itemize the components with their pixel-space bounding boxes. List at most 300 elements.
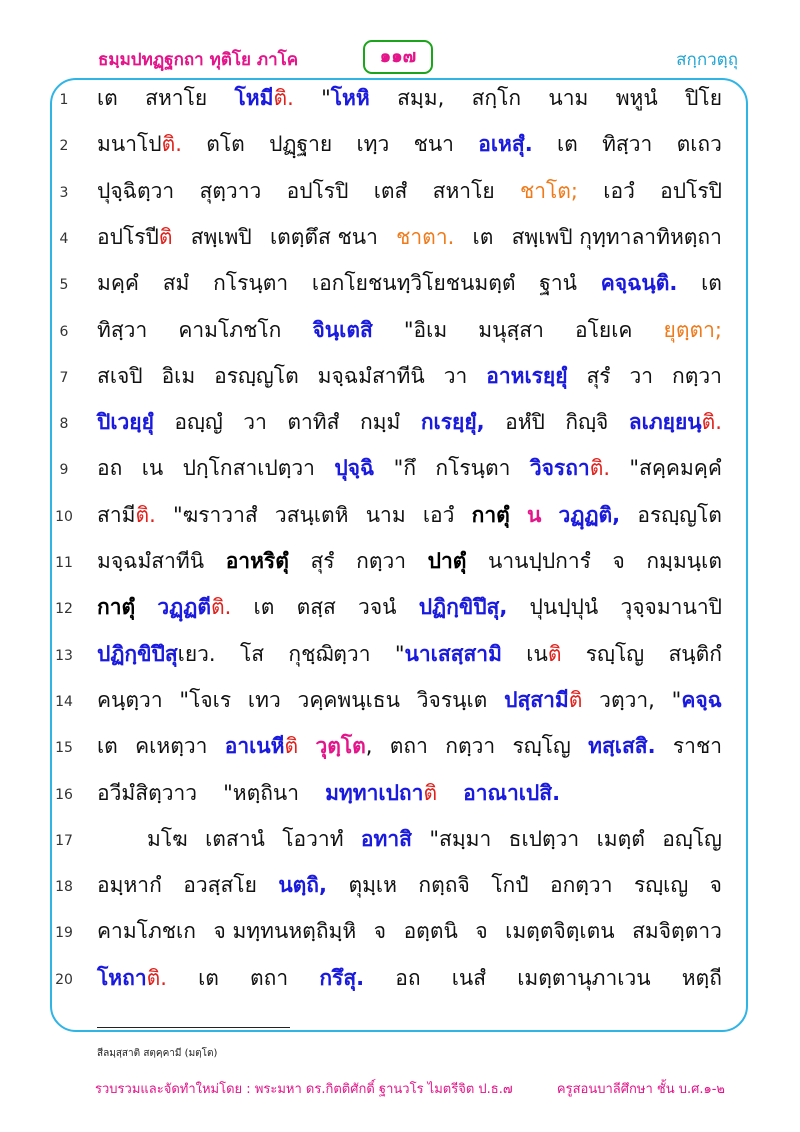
word: [662, 824, 722, 854]
text-segment: ตาทิสํ: [287, 410, 340, 435]
text-segment: จ: [612, 549, 625, 573]
text-segment: เนสํ: [451, 965, 487, 990]
highlighted-segment: ปุจฺฉิ: [334, 456, 375, 481]
word: [145, 83, 207, 113]
highlighted-segment: ติ.: [146, 965, 167, 990]
word: [526, 639, 561, 669]
word: [97, 731, 118, 761]
text-segment: รญฺโญ: [512, 734, 571, 759]
word: [97, 129, 182, 159]
word: [97, 592, 135, 622]
highlighted-segment: น: [527, 502, 542, 527]
text-line: [0, 588, 800, 634]
line-number: 20: [55, 971, 73, 988]
text-segment: ฐานํ: [539, 271, 578, 296]
text-segment: มจฺฉมํสาทีนิ: [317, 363, 425, 388]
word: [390, 731, 428, 761]
highlighted-segment: จินฺเตสิ: [312, 317, 373, 342]
text-segment: เมตฺตจิตฺเตน: [505, 919, 615, 944]
text-line: [0, 635, 800, 681]
text-segment: ตถา: [389, 734, 428, 759]
highlighted-segment: ติ: [547, 641, 562, 666]
word: [586, 639, 644, 669]
text-segment: คนฺตฺวา: [97, 687, 163, 712]
word: [668, 639, 722, 669]
word: [310, 546, 334, 576]
text-segment: อรญฺญโต: [214, 363, 299, 388]
word: [240, 639, 264, 669]
word: [321, 83, 370, 113]
text-segment: จ: [373, 919, 387, 944]
word: [395, 639, 502, 669]
text-segment: นาม: [365, 502, 406, 527]
text-line: [0, 820, 800, 866]
text-segment: สุรํ: [586, 363, 611, 388]
highlighted-segment: ติ: [158, 224, 173, 249]
highlighted-segment: ปฏิกฺขิปึสุ,: [418, 595, 508, 620]
word: [616, 83, 658, 113]
word: [672, 361, 722, 391]
word: [297, 592, 336, 622]
line-number: 4: [59, 230, 69, 247]
word: [530, 453, 610, 483]
word: [226, 546, 289, 576]
highlighted-segment: ติ.: [211, 595, 232, 620]
page-footer: [95, 1078, 725, 1099]
highlighted-segment: อาเนหี: [224, 734, 285, 759]
highlighted-segment: นาเสสฺสามิ: [404, 641, 502, 666]
line-number: 13: [55, 647, 73, 664]
word: [374, 176, 408, 206]
word: [97, 916, 196, 946]
word: [288, 639, 370, 669]
text-segment: อญฺโญ: [662, 826, 722, 851]
word: [214, 361, 299, 391]
text-segment: วา: [243, 410, 267, 435]
text-segment: รญฺเญ: [633, 873, 689, 898]
highlighted-segment: วิจรถา: [529, 456, 590, 481]
word: [530, 592, 599, 622]
word: [417, 685, 488, 715]
line-number: 18: [55, 879, 73, 896]
line-number: 1: [59, 92, 69, 108]
text-segment: กตฺวา: [445, 734, 496, 759]
word: [435, 453, 510, 483]
word: [248, 685, 281, 715]
text-segment: คามโภชโก: [178, 317, 282, 342]
line-number: 11: [55, 555, 73, 571]
text-segment: กุชฺฌิตฺวา: [288, 641, 371, 666]
word: [433, 176, 495, 206]
text-segment: จ มทฺทนหตฺถิมฺหิ: [213, 919, 357, 944]
highlighted-segment: ติ.: [135, 502, 156, 527]
text-segment: สามี: [97, 502, 136, 527]
line-text: [97, 685, 722, 715]
word: [147, 824, 188, 854]
word: [374, 916, 386, 946]
text-segment: อตฺตนิ: [403, 919, 458, 944]
text-line: [0, 449, 800, 495]
footnote-divider: [97, 1027, 290, 1028]
text-segment: อโยเค: [575, 317, 633, 342]
word: [243, 407, 267, 437]
text-segment: วา: [443, 363, 468, 388]
highlighted-segment: อาณาเปสิ.: [463, 780, 561, 805]
footer-course: ครูสอนบาลีศึกษา ชั้น บ.ศ.๑-๒: [556, 1082, 725, 1097]
word: [287, 407, 339, 437]
text-segment: เน: [141, 456, 164, 481]
text-segment: "อิเม: [403, 317, 448, 342]
highlighted-segment: วุตฺโต: [315, 734, 366, 759]
word: [275, 500, 349, 530]
text-segment: ทิสฺวา: [97, 317, 148, 342]
text-segment: เต: [97, 734, 118, 759]
word: [225, 731, 298, 761]
highlighted-segment: กรึสุ.: [319, 965, 365, 990]
text-segment: เน: [526, 641, 548, 666]
text-segment: เตสํ: [373, 178, 408, 203]
word: [97, 361, 143, 391]
text-segment: ปกฺโกสาเปตฺวา: [182, 456, 315, 481]
highlighted-segment: ติ: [284, 734, 299, 759]
text-segment: วตฺวา,: [599, 687, 655, 712]
word: [550, 870, 613, 900]
word: [444, 361, 468, 391]
text-segment: อหํปิ: [505, 410, 545, 435]
text-line: [0, 959, 800, 1005]
text-segment: ตสฺส: [296, 595, 336, 620]
line-text: [97, 639, 722, 669]
word: [685, 83, 722, 113]
word: [361, 824, 412, 854]
word: [278, 870, 327, 900]
text-line: [0, 774, 800, 820]
highlighted-segment: โหถา: [97, 965, 147, 990]
text-segment: สุรํ: [310, 549, 335, 573]
word: [394, 453, 416, 483]
text-line: [0, 264, 800, 310]
word: [97, 407, 154, 437]
highlighted-segment: ติ.: [161, 132, 182, 157]
text-segment: อรญฺญโต: [637, 502, 722, 527]
text-line: [0, 172, 800, 218]
text-segment: เต: [198, 965, 219, 990]
text-segment: ": [671, 687, 682, 712]
highlighted-segment: ปฏิกฺขิปึสุ: [97, 641, 178, 666]
line-text: [97, 731, 722, 761]
word: [527, 500, 541, 530]
highlighted-segment: มทฺทาเปถา: [325, 780, 424, 805]
word: [539, 268, 577, 298]
highlighted-segment: ลเภยฺยนฺ: [628, 410, 702, 435]
text-segment: กโรนฺตา: [435, 456, 511, 481]
text-segment: กโรนฺตา: [213, 271, 289, 296]
line-text: [97, 778, 722, 808]
text-line: [0, 218, 800, 264]
word: [620, 592, 722, 622]
line-text: [97, 361, 722, 391]
word: [512, 222, 722, 252]
text-segment: จ: [475, 919, 488, 944]
word: [701, 268, 722, 298]
word: [601, 268, 678, 298]
line-number: 7: [59, 369, 69, 386]
word: [162, 361, 196, 391]
text-segment: กตฺวา: [672, 363, 722, 388]
text-line: [0, 496, 800, 542]
text-line: [0, 357, 800, 403]
text-segment: มนาโป: [97, 132, 162, 157]
page-number-badge: ๑๑๗: [363, 40, 433, 74]
word: [505, 916, 614, 946]
text-segment: อิเม: [161, 363, 196, 388]
word: [198, 963, 219, 993]
text-segment: วา: [629, 363, 654, 388]
text-segment: อวีมํสิตฺวาว: [97, 780, 198, 805]
text-segment: กมฺมนฺเต: [646, 549, 722, 573]
text-line: [0, 912, 800, 958]
highlighted-segment: อาหเรยฺยุํ: [486, 363, 568, 388]
text-segment: กมฺมํ: [359, 410, 401, 435]
text-segment: ตโต: [206, 132, 245, 157]
text-segment: ทิสฺวา: [602, 132, 653, 157]
highlighted-segment: คจฺฉ: [681, 687, 722, 712]
footer-compiler: รวบรวมและจัดทำใหม่โดย : พระมหา ดร.กิตติศักดิ์ ฐานวโร ไมตรีจิต ป.ธ.๗: [95, 1082, 513, 1097]
word: [429, 824, 491, 854]
highlighted-segment: กาตุํ: [97, 595, 136, 620]
text-segment: ตุมฺเห: [348, 873, 397, 898]
word: [97, 870, 162, 900]
word: [183, 453, 315, 483]
page-header: [0, 40, 800, 80]
book-title: ธมฺมปทฏฺฐกถา ทุติโย ภาโค: [98, 50, 299, 70]
word: [423, 500, 455, 530]
text-line: [0, 125, 800, 171]
word: [472, 83, 522, 113]
text-segment: "ฆราวาสํ: [172, 502, 258, 527]
highlighted-segment: ยุตฺตา;: [663, 317, 722, 342]
word: [597, 824, 645, 854]
line-text: [97, 870, 722, 900]
line-number: 6: [59, 323, 69, 340]
text-segment: เต: [472, 224, 494, 249]
text-segment: วุจฺจมานาปิ: [620, 595, 722, 620]
word: [548, 83, 588, 113]
line-number: 3: [59, 184, 69, 201]
text-segment: อปโรปี: [97, 224, 159, 249]
word: [173, 500, 258, 530]
word: [269, 129, 332, 159]
word: [315, 731, 372, 761]
line-text: [97, 222, 722, 252]
line-number: 5: [59, 277, 69, 294]
word: [235, 83, 294, 113]
word: [97, 546, 204, 576]
line-number: 12: [55, 601, 73, 618]
line-text: [97, 129, 722, 159]
word: [559, 500, 621, 530]
line-number: 16: [55, 786, 73, 803]
word: [213, 268, 288, 298]
text-segment: โส: [239, 641, 265, 666]
highlighted-segment: กาตุํ: [471, 502, 510, 527]
word: [637, 500, 722, 530]
word: [472, 500, 510, 530]
text-segment: วคฺคพนฺเธน: [297, 687, 400, 712]
word: [629, 361, 653, 391]
line-number: 9: [59, 462, 69, 479]
word: [298, 685, 400, 715]
text-segment: อปโรปิ: [286, 178, 349, 203]
word: [664, 315, 722, 345]
text-line: [0, 681, 800, 727]
word: [710, 870, 722, 900]
word: [325, 778, 437, 808]
highlighted-segment: ติ.: [701, 410, 722, 435]
line-number: 19: [55, 925, 73, 942]
word: [486, 361, 567, 391]
word: [97, 176, 174, 206]
text-segment: ปิโย: [685, 86, 722, 110]
word: [557, 129, 578, 159]
line-text: [147, 824, 722, 854]
highlighted-segment: ปิเวยฺยุํ: [97, 410, 154, 435]
text-segment: "กึ: [393, 456, 417, 481]
word: [360, 407, 400, 437]
text-segment: โกปํ: [491, 873, 529, 898]
highlighted-segment: ติ.: [589, 456, 611, 481]
word: [509, 824, 580, 854]
word: [97, 778, 197, 808]
word: [199, 176, 261, 206]
word: [419, 592, 508, 622]
text-segment: "โจเร: [179, 687, 232, 712]
text-segment: โอวาทํ: [282, 826, 344, 851]
text-segment: สพฺเพปิ กุทฺทาลาทิหตฺถา: [511, 224, 722, 249]
text-segment: นาม: [548, 86, 589, 110]
word: [282, 824, 343, 854]
text-segment: มจฺฉมํสาทีนิ: [97, 549, 205, 573]
word: [97, 500, 156, 530]
text-segment: เต: [253, 595, 275, 620]
text-segment: ปฏฺฐาย: [269, 132, 333, 157]
word: [318, 361, 425, 391]
text-segment: อถ: [395, 965, 421, 990]
word: [599, 685, 655, 715]
text-segment: สเจปิ: [97, 363, 143, 388]
line-text: [97, 500, 722, 530]
text-segment: ": [321, 86, 331, 110]
line-number: 14: [55, 693, 73, 710]
word: [445, 731, 495, 761]
text-segment: เต: [701, 271, 722, 296]
word: [475, 916, 487, 946]
text-segment: กตฺถจิ: [418, 873, 470, 898]
word: [97, 315, 147, 345]
highlighted-segment: อทาสิ: [360, 826, 412, 851]
word: [97, 963, 167, 993]
line-number: 15: [55, 740, 73, 757]
text-segment: วจนํ: [358, 595, 397, 620]
highlighted-segment: ปาตุํ: [427, 549, 467, 573]
line-text: [97, 592, 722, 622]
text-segment: เอกโยชนทฺวิโยชนมตฺตํ: [311, 271, 516, 296]
word: [205, 824, 265, 854]
text-segment: อญฺญํ: [174, 410, 223, 435]
word: [223, 778, 299, 808]
word: [206, 129, 245, 159]
highlighted-segment: นตฺถิ,: [278, 873, 327, 898]
text-line: [0, 866, 800, 912]
highlighted-segment: ติ: [423, 780, 438, 805]
word: [488, 546, 591, 576]
text-segment: สมํ: [162, 271, 190, 296]
word: [629, 453, 722, 483]
word: [452, 963, 486, 993]
text-segment: สหาโย: [145, 86, 208, 110]
text-segment: สุตฺวาว: [199, 178, 262, 203]
text-segment: หตฺถี: [681, 965, 722, 990]
word: [250, 963, 288, 993]
text-segment: เอวํ: [603, 178, 635, 203]
word: [404, 916, 458, 946]
word: [313, 315, 373, 345]
highlighted-segment: ติ: [568, 687, 583, 712]
text-segment: ตเถว: [676, 132, 722, 157]
word: [634, 870, 688, 900]
word: [163, 268, 190, 298]
word: [395, 963, 420, 993]
word: [97, 639, 216, 669]
word: [504, 685, 582, 715]
word: [682, 963, 722, 993]
text-segment: อมฺหากํ: [97, 873, 162, 898]
word: [179, 685, 231, 715]
word: [358, 592, 396, 622]
word: [135, 731, 207, 761]
word: [672, 685, 722, 715]
word: [142, 453, 164, 483]
word: [97, 685, 163, 715]
word: [356, 129, 389, 159]
highlighted-segment: โหมี: [234, 86, 274, 110]
text-segment: ตถา: [250, 965, 289, 990]
highlighted-segment: อาหริตุํ: [225, 549, 289, 573]
word: [157, 592, 231, 622]
text-line: [0, 403, 800, 449]
word: [414, 129, 454, 159]
text-segment: จ: [709, 873, 722, 898]
line-text: [97, 963, 722, 993]
text-segment: ราชา: [672, 734, 722, 759]
highlighted-segment: วฏฺฏติ,: [558, 502, 621, 527]
highlighted-segment: โหหิ: [330, 86, 370, 110]
word: [575, 315, 632, 345]
highlighted-segment: วฏฺฏตี: [157, 595, 211, 620]
word: [586, 361, 610, 391]
word: [366, 500, 406, 530]
text-segment: ปุจฺฉิตฺวา: [97, 178, 175, 203]
word: [404, 315, 447, 345]
line-number: 2: [59, 138, 69, 155]
text-segment: อถ: [97, 456, 123, 481]
word: [677, 129, 722, 159]
text-segment: เทฺว: [356, 132, 390, 157]
highlighted-segment: ชาโต;: [519, 178, 578, 203]
highlighted-segment: ชาตา.: [396, 224, 455, 249]
word: [520, 176, 578, 206]
section-title: สกฺกวตฺถุ: [676, 50, 738, 70]
